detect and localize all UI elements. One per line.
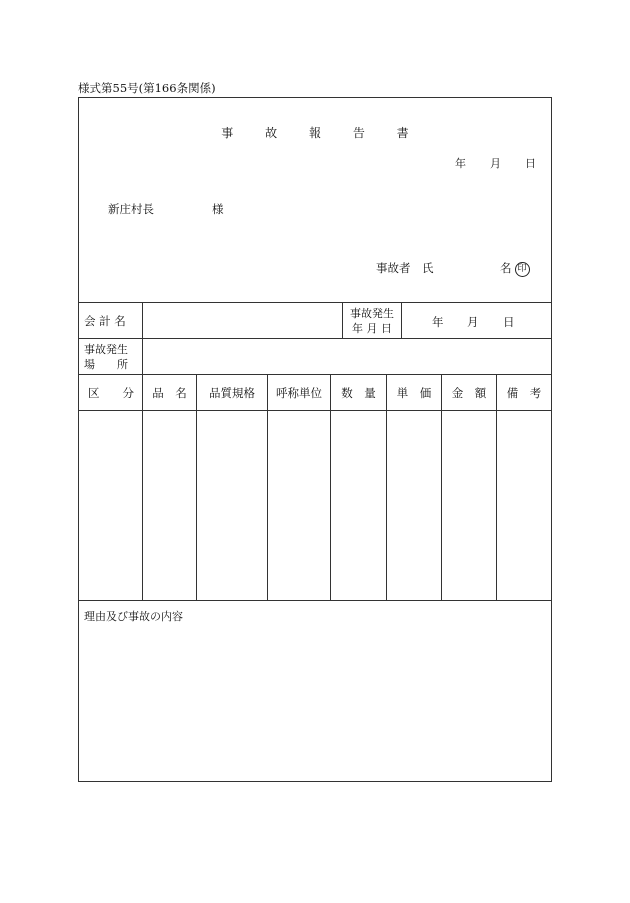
date-year: 年 [455, 157, 466, 170]
occurrence-day: 日 [503, 315, 515, 329]
col-divider [142, 302, 143, 374]
col-divider [401, 302, 402, 338]
accounting-name-label: 会 計 名 [84, 313, 126, 328]
occurrence-date-line1: 事故発生 [350, 306, 394, 320]
col-header-remarks: 備 考 [506, 385, 542, 400]
col-header-quantity: 数 量 [341, 385, 376, 400]
col-header-item-name: 品 名 [152, 385, 187, 400]
form-number-label: 様式第55号(第166条関係) [78, 81, 216, 95]
occurrence-place-label [84, 339, 140, 374]
row-divider [78, 302, 552, 303]
occurrence-place-line1: 事故発生 [84, 342, 128, 356]
date-month: 月 [490, 157, 501, 170]
addressee-honorific: 様 [212, 202, 224, 216]
row-divider [78, 600, 552, 601]
occurrence-month: 月 [467, 315, 479, 329]
title-char: 報 [308, 126, 321, 140]
form-title [0, 124, 630, 141]
row-divider [78, 410, 552, 411]
title-char: 告 [352, 126, 365, 140]
occurrence-date-label [343, 303, 401, 338]
row-divider [78, 338, 552, 339]
seal-icon: 印 [515, 262, 530, 277]
title-char: 事 [221, 126, 234, 140]
col-header-unit: 呼称単位 [276, 385, 322, 400]
addressee-name: 新庄村長 [108, 202, 154, 216]
occurrence-date-line2: 年 月 日 [352, 321, 392, 335]
date-day: 日 [525, 157, 536, 170]
title-char: 故 [265, 126, 278, 140]
col-header-quality-spec: 品質規格 [209, 385, 255, 400]
occurrence-place-line2: 場 所 [84, 357, 128, 371]
reporter-label: 事故者 氏 [376, 261, 434, 275]
name-label: 名 [500, 261, 512, 275]
title-char: 書 [396, 126, 409, 140]
col-header-amount: 金 額 [451, 385, 487, 400]
col-header-category: 区 分 [88, 385, 134, 400]
occurrence-year: 年 [432, 315, 444, 329]
reporter-name-label [500, 260, 530, 277]
col-header-unit-price: 単 価 [396, 385, 432, 400]
reason-label: 理由及び事故の内容 [84, 610, 183, 623]
report-form-frame [78, 97, 552, 782]
